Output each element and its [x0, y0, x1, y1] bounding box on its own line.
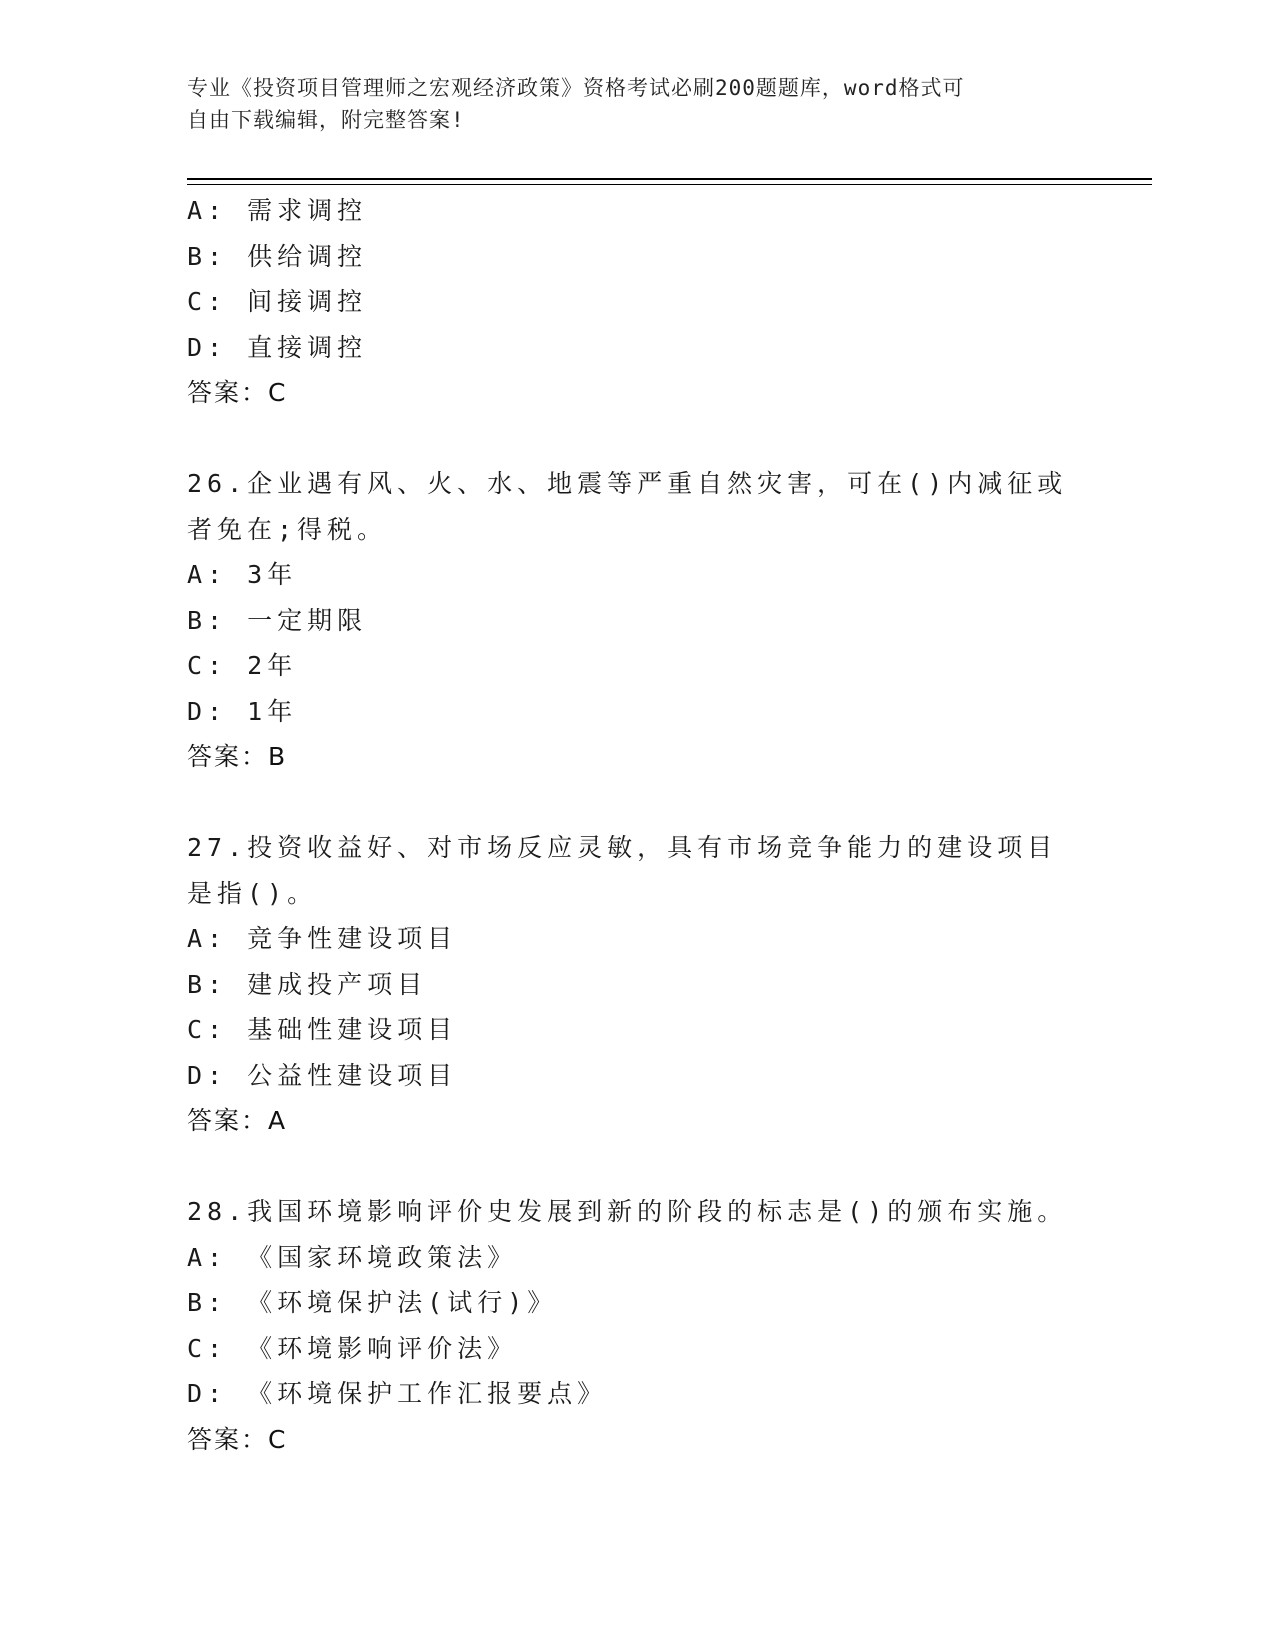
- option-c: C: 基础性建设项目: [187, 1015, 458, 1044]
- header-line-2: 自由下载编辑，附完整答案!: [187, 108, 465, 132]
- question-25: [187, 188, 1087, 416]
- option-b: B: 《环境保护法(试行)》: [187, 1288, 558, 1317]
- question-text: 26.企业遇有风、火、水、地震等严重自然灾害，可在()内减征或者免在;得税。: [187, 469, 1068, 544]
- question-28: [187, 1189, 1087, 1462]
- option-b: B: 供给调控: [187, 241, 368, 271]
- option-c: C: 《环境影响评价法》: [187, 1333, 518, 1363]
- option-d: D: 公益性建设项目: [187, 1060, 458, 1090]
- option-b: B: 建成投产项目: [187, 969, 428, 999]
- answer: 答案：C: [187, 378, 288, 407]
- question-list: [187, 188, 1087, 1462]
- option-c: C: 间接调控: [187, 287, 368, 316]
- option-a: A: 3年: [187, 560, 298, 589]
- question-text: 27.投资收益好、对市场反应灵敏，具有市场竞争能力的建设项目是指()。: [187, 833, 1058, 908]
- option-d: D: 1年: [187, 696, 298, 726]
- header-divider-thin: [187, 184, 1152, 185]
- option-b: B: 一定期限: [187, 605, 368, 635]
- question-26: [187, 461, 1087, 780]
- header-line-1: 专业《投资项目管理师之宏观经济政策》资格考试必刷200题题库，word格式可: [187, 76, 965, 100]
- answer: 答案：B: [187, 742, 288, 771]
- document-header: [187, 72, 1087, 136]
- spacer: [187, 780, 1087, 826]
- option-a: A: 需求调控: [187, 196, 368, 225]
- answer: 答案：C: [187, 1424, 288, 1454]
- option-a: A: 竞争性建设项目: [187, 924, 458, 953]
- header-divider-thick: [187, 178, 1152, 180]
- answer: 答案：A: [187, 1106, 288, 1135]
- option-c: C: 2年: [187, 651, 298, 680]
- spacer: [187, 416, 1087, 462]
- question-text: 28.我国环境影响评价史发展到新的阶段的标志是()的颁布实施。: [187, 1197, 1068, 1226]
- spacer: [187, 1144, 1087, 1190]
- option-a: A: 《国家环境政策法》: [187, 1242, 518, 1272]
- option-d: D: 《环境保护工作汇报要点》: [187, 1379, 608, 1408]
- question-27: [187, 825, 1087, 1144]
- option-d: D: 直接调控: [187, 332, 368, 362]
